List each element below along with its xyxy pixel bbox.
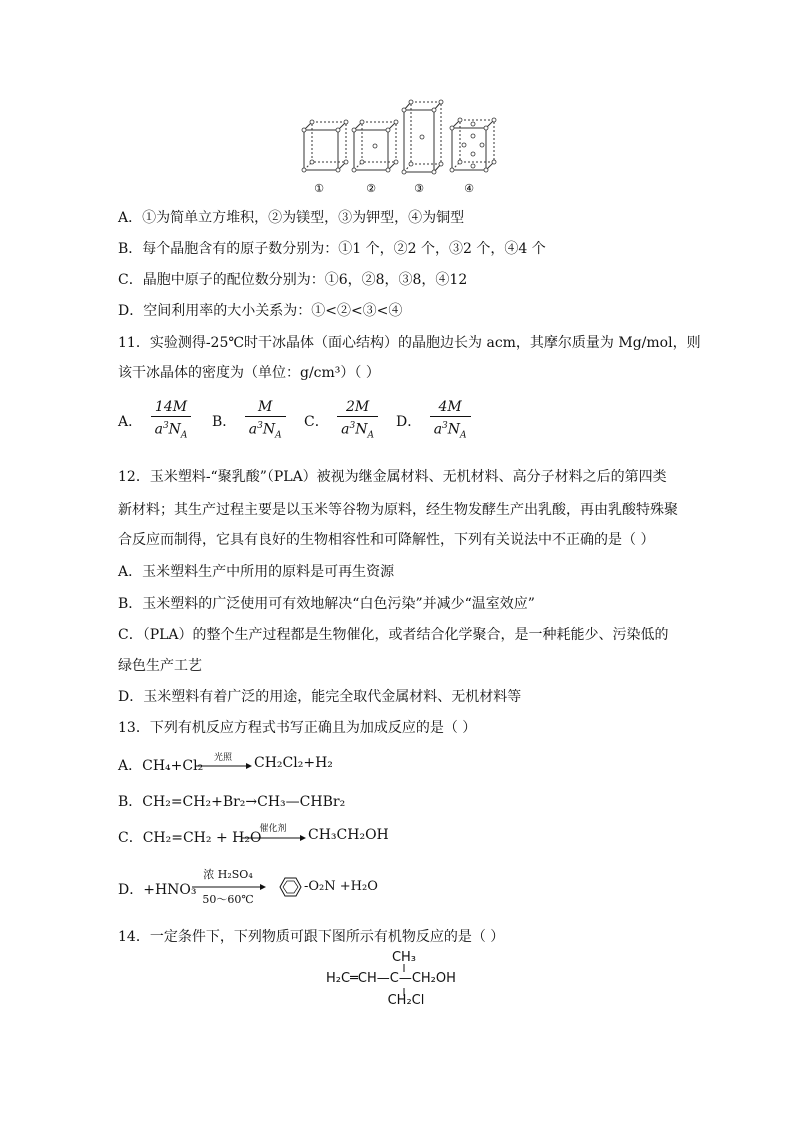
q13-stem: 13．下列有机反应方程式书写正确且为加成反应的是（ ）	[118, 720, 477, 736]
q11-option-c-fraction	[337, 398, 378, 444]
q11-option-d-label: D．	[396, 414, 422, 431]
lattice-label-3: ③	[414, 182, 424, 195]
q11-option-a-denominator: $a^3N_A$	[154, 421, 188, 441]
q13-option-a-condition: 光照	[213, 753, 232, 763]
q11-option-a-label: A．	[118, 414, 143, 431]
q11-option-d-denominator: $a^3N_A$	[433, 421, 467, 441]
q13-option-a[interactable]	[118, 755, 203, 775]
reaction-arrow-icon	[192, 883, 266, 891]
q11-option-b-label: B．	[212, 414, 237, 431]
q13-option-c[interactable]	[118, 827, 261, 847]
q12-option-a[interactable]: A．玉米塑料生产中所用的原料是可再生资源	[118, 564, 395, 580]
q11-option-b-fraction	[245, 398, 286, 444]
q11-option-d-fraction	[430, 398, 471, 444]
q12-option-c-line1[interactable]: C．（PLA）的整个生产过程都是生物催化，或者结合化学聚合，是一种耗能少、污染低的	[118, 627, 669, 643]
q10-option-a[interactable]: A．①为简单立方堆积，②为镁型，③为钾型，④为铜型	[118, 210, 465, 226]
q10-option-c[interactable]: C．晶胞中原子的配位数分别为：①6，②8，③8，④12	[118, 272, 468, 288]
q12-option-d[interactable]: D．玉米塑料有着广泛的用途，能完全取代金属材料、无机材料等	[118, 689, 522, 705]
q13-option-b[interactable]: B．CH₂=CH₂+Br₂→CH₃—CHBr₂	[118, 794, 346, 810]
lattice-label-1: ①	[314, 182, 324, 195]
q12-stem-line3: 合反应而制得，它具有良好的生物相容性和可降解性，下列有关说法中不正确的是（ ）	[118, 532, 655, 548]
q11-stem-line1: 11．实验测得-25℃时干冰晶体（面心结构）的晶胞边长为 acm，其摩尔质量为 Mg/mol，则	[118, 335, 701, 351]
q11-option-d-numerator: 4M	[430, 398, 471, 417]
q10-option-b[interactable]: B．每个晶胞含有的原子数分别为：①1 个，②2 个，③2 个，④4 个	[118, 241, 546, 257]
q12-option-b[interactable]: B．玉米塑料的广泛使用可有效地解决“白色污染”并减少“温室效应”	[118, 596, 535, 612]
q13-option-d[interactable]	[118, 879, 197, 899]
q10-option-d[interactable]: D．空间利用率的大小关系为：①<②<③<④	[118, 303, 403, 319]
q11-stem-line2: 该干冰晶体的密度为（单位：g/cm³）（ ）	[118, 365, 380, 381]
q11-option-b[interactable]	[212, 398, 290, 444]
reaction-arrow-icon	[242, 834, 306, 842]
q12-option-c-line2: 绿色生产工艺	[118, 658, 202, 674]
q14-structure-bottom-group: CH₂Cl	[387, 993, 425, 1008]
q11-option-c-denominator: $a^3N_A$	[341, 421, 375, 441]
lattice-label-4: ④	[464, 182, 474, 195]
q11-option-a-numerator: 14M	[151, 398, 192, 417]
crystal-lattice-figure	[298, 98, 498, 198]
reaction-arrow-icon	[196, 762, 252, 770]
q14-structure-main-chain: H₂C═CH—C—CH₂OH	[326, 971, 456, 986]
q12-stem-line2: 新材料；其生产过程主要是以玉米等谷物为原料，经生物发酵生产出乳酸，再由乳酸特殊聚	[118, 502, 678, 518]
q11-option-c[interactable]	[304, 398, 382, 444]
q14-structure-top-group: CH₃	[391, 950, 417, 965]
q11-option-a[interactable]	[118, 398, 195, 444]
q13-option-c-condition: 催化剂	[259, 824, 287, 834]
q11-option-b-denominator: $a^3N_A$	[248, 421, 282, 441]
benzene-ring-icon	[272, 872, 306, 902]
q11-option-d[interactable]	[396, 398, 475, 444]
q13-option-d-products: -O₂N +H₂O	[304, 879, 378, 894]
q12-stem-line1: 12．玉米塑料-“聚乳酸”（PLA）被视为继金属材料、无机材料、高分子材料之后的第四类	[118, 469, 667, 485]
q11-option-b-numerator: M	[245, 398, 286, 417]
q13-option-a-products: CH₂Cl₂+H₂	[254, 755, 333, 771]
lattice-label-2: ②	[366, 182, 376, 195]
q11-option-a-fraction	[151, 398, 192, 444]
q14-stem: 14．一定条件下，下列物质可跟下图所示有机物反应的是（ ）	[118, 929, 505, 945]
q13-option-d-condition-bottom: 50～60℃	[202, 893, 254, 906]
q11-option-c-numerator: 2M	[337, 398, 378, 417]
q13-option-a-reactants: A．CH₄+Cl₂	[118, 758, 204, 774]
q11-option-c-label: C．	[304, 414, 329, 431]
q13-option-c-reactants: C．CH₂=CH₂ + H₂O	[118, 830, 262, 846]
q13-option-c-products: CH₃CH₂OH	[308, 827, 389, 843]
q13-option-d-reactants: D．+HNO₃	[118, 882, 197, 898]
q13-option-d-condition-top: 浓 H₂SO₄	[203, 868, 253, 881]
